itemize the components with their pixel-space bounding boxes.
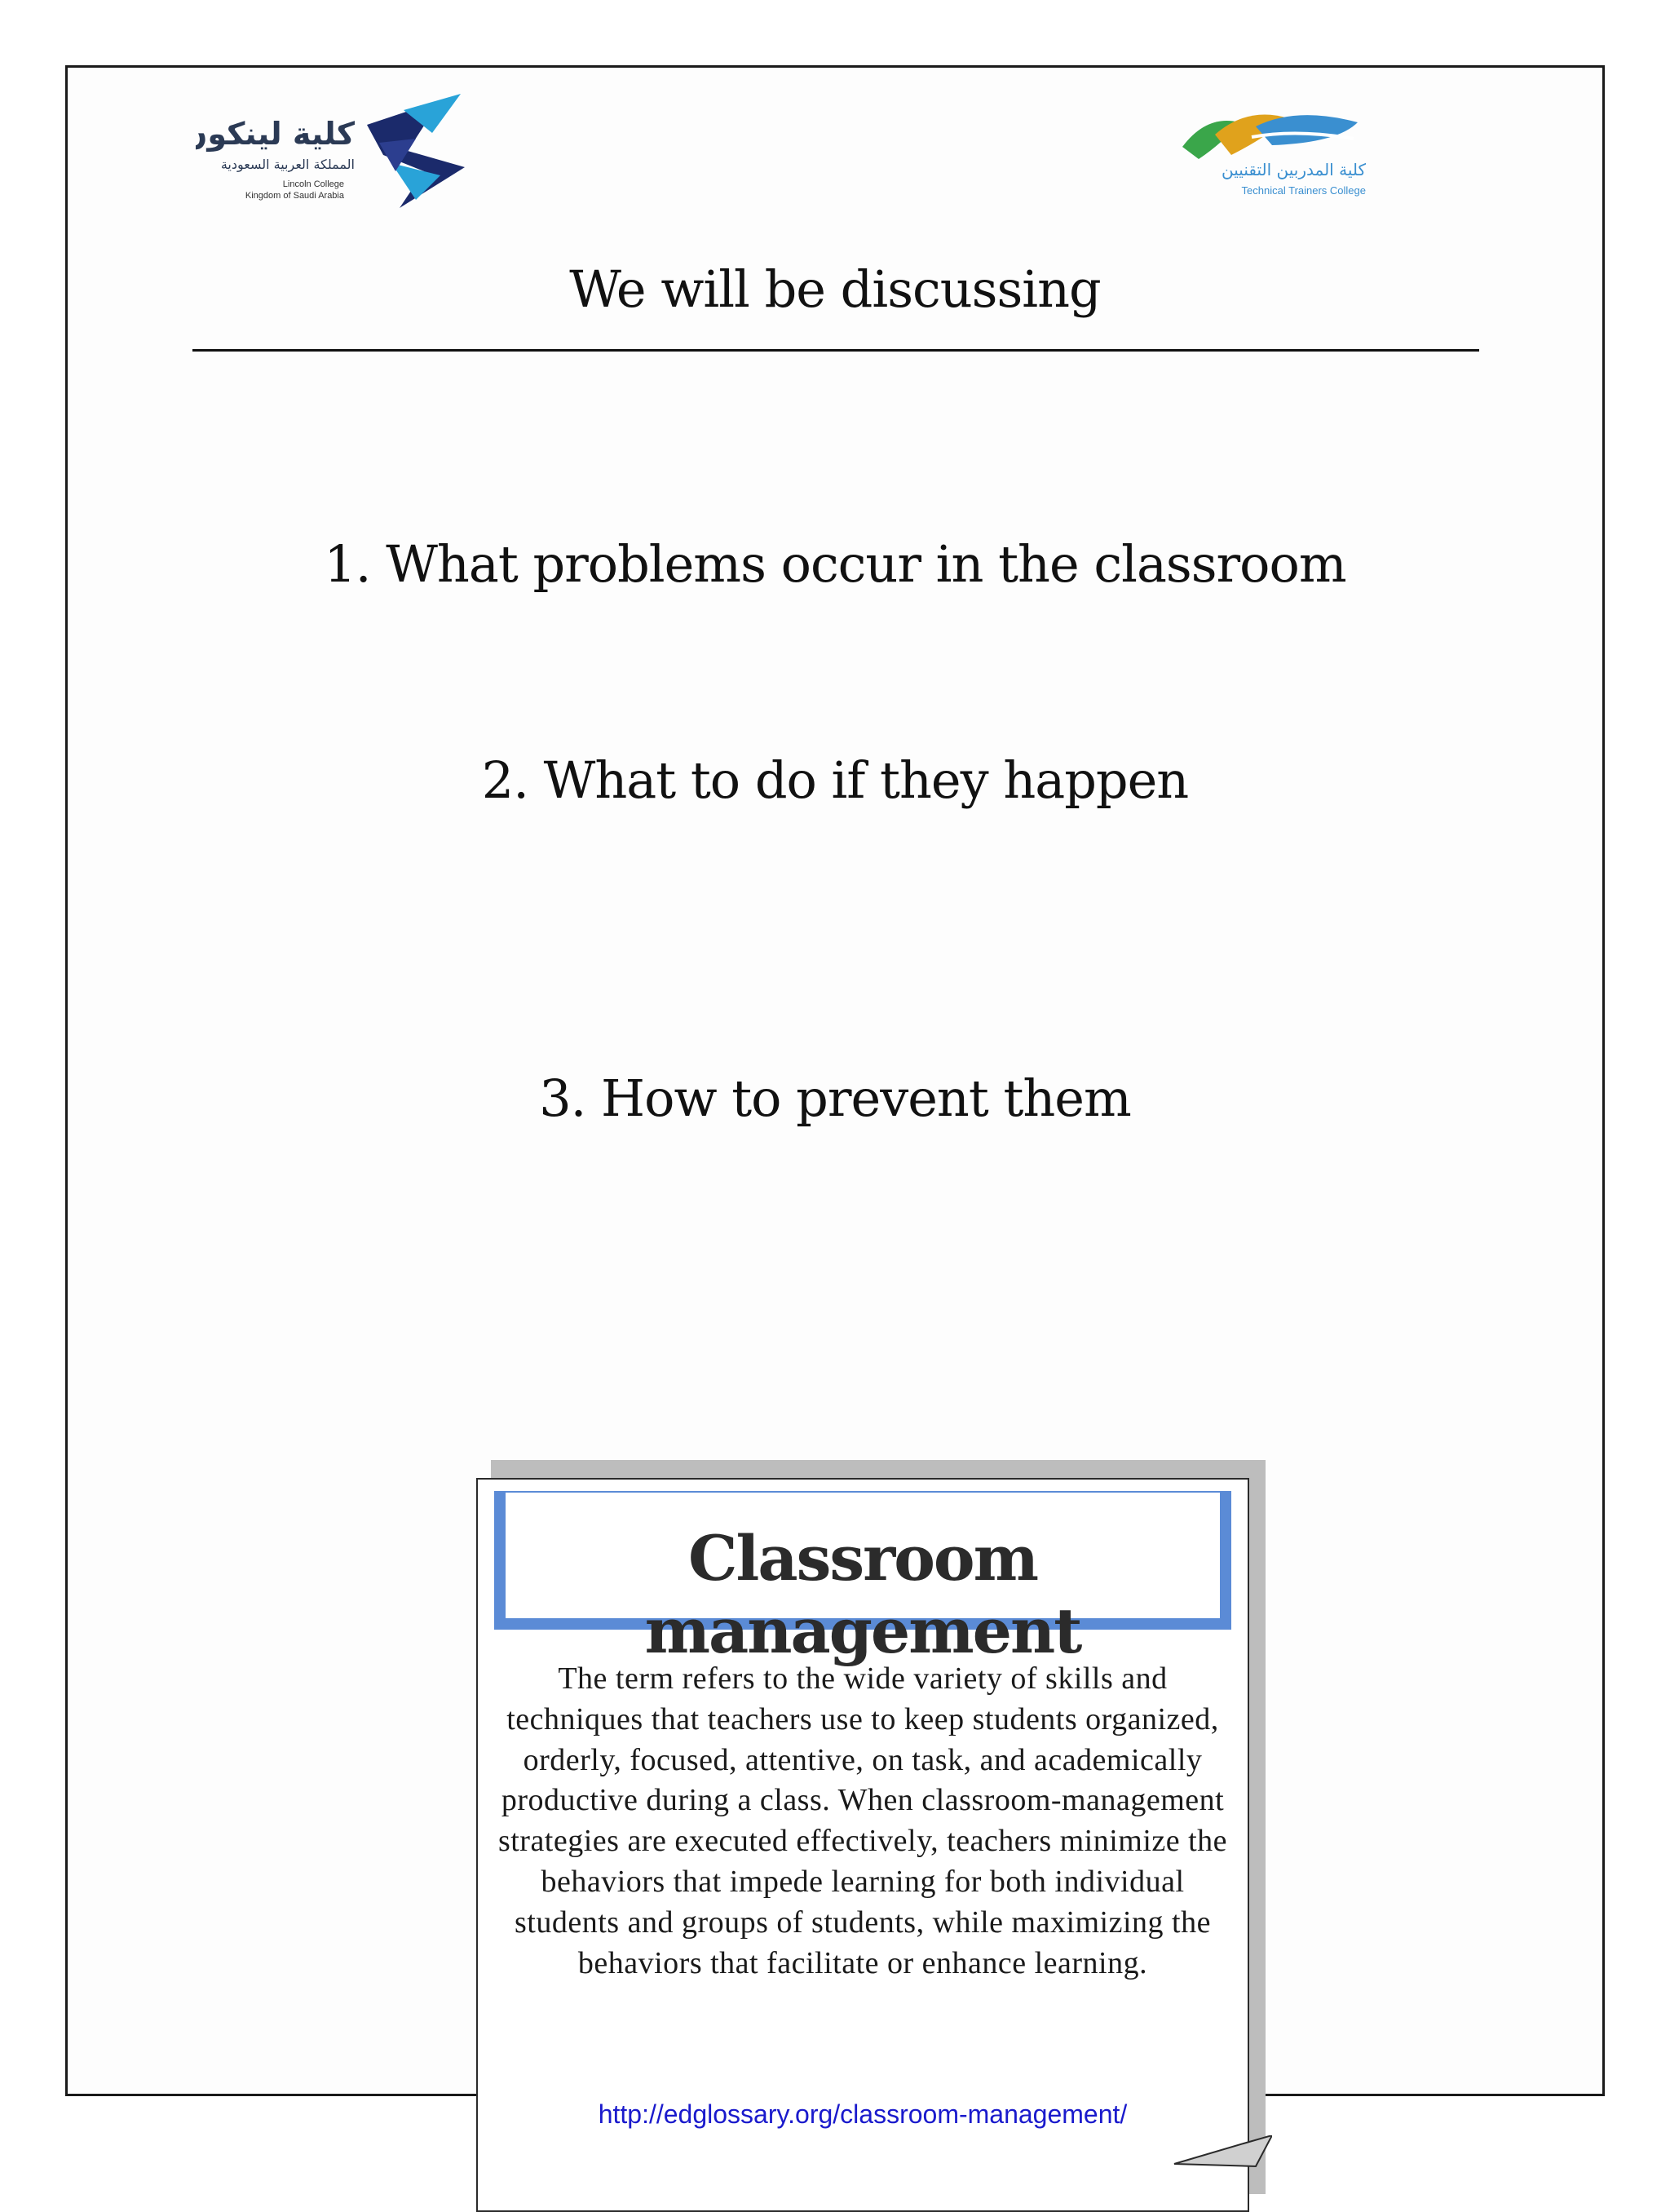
svg-text:المملكة العربية السعودية: المملكة العربية السعودية [220, 157, 355, 172]
svg-text:Technical Trainers College: Technical Trainers College [1241, 184, 1366, 197]
svg-text:كلية لينكون: كلية لينكون [196, 116, 355, 152]
callout-title-frame [494, 1491, 1231, 1667]
svg-text:Lincoln College: Lincoln College [282, 179, 344, 189]
callout-body-text: The term refers to the wide variety of skills and techniques that teachers use to keep students organized, orderly, focused, attentive, on task, and academically productive during a class. When classroom-management strategies are executed effectively, teachers minimize the behaviors that impede learning for both individual students and groups of students, while maximizing the behaviors that facilitate or enhance learning. [497, 1661, 1228, 1980]
topic-item-1: 1. What problems occur in the classroom [324, 534, 1346, 594]
heading-divider [192, 349, 1479, 352]
topic-item-2: 2. What to do if they happen [481, 750, 1189, 810]
lincoln-college-logo [196, 94, 465, 208]
svg-text:Kingdom of Saudi Arabia: Kingdom of Saudi Arabia [245, 191, 344, 201]
svg-text:كلية المدربين التقنيين: كلية المدربين التقنيين [1222, 160, 1366, 179]
source-link[interactable]: http://edglossary.org/classroom-management/ [598, 2099, 1128, 2129]
technical-trainers-college-logo-graphic [1174, 98, 1378, 208]
callout-tail [1166, 2135, 1272, 2168]
callout-title: Classroom management [644, 1522, 1081, 1667]
definition-callout [476, 1478, 1249, 2212]
lincoln-college-logo-graphic [196, 94, 465, 208]
topic-item-3: 3. How to prevent them [539, 1068, 1131, 1128]
page-heading: We will be discussing [569, 259, 1101, 319]
technical-trainers-college-logo [1174, 98, 1378, 208]
